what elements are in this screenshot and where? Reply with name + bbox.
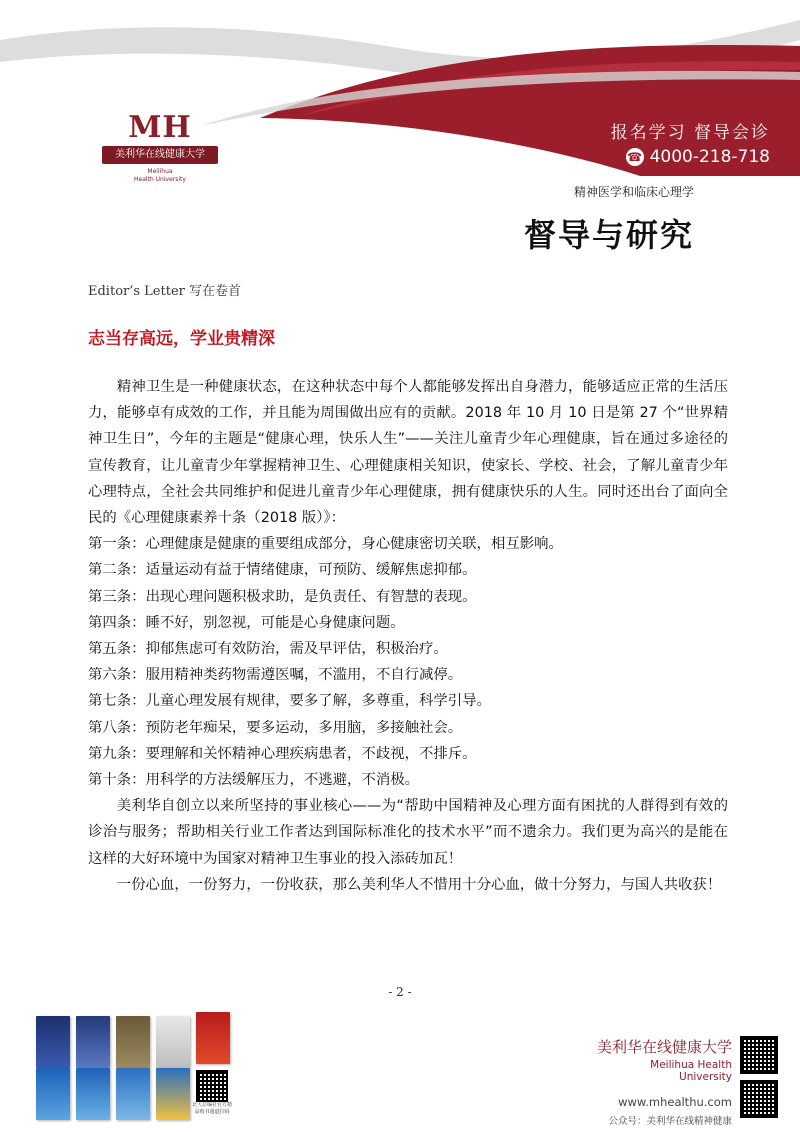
book-cover [116,1068,150,1120]
logo-english: Meilihua [147,168,173,175]
list-item: 第四条：睡不好，别忽视，可能是心身健康问题。 [88,614,405,631]
page-number: - 2 - [388,985,412,999]
list-item: 第五条：抑郁焦虑可有效防治，需及早评估，积极治疗。 [88,641,448,658]
phone-icon: ☎ [627,150,643,164]
article-body [88,374,728,898]
closing-paragraph: 一份心血，一份努力，一份收获，那么美利华人不惜用十分心血，做十分努力，与国人共收获！ [116,876,722,893]
list-item: 第一条：心理健康是健康的重要组成部分，身心健康密切关联，相互影响。 [88,536,563,553]
book-cover [116,1016,150,1068]
phone-number: 4000-218-718 [649,147,770,167]
mission-paragraph: 美利华自创立以来所坚持的事业核心——为“帮助中国精神及心理方面有困扰的人群得到有效的诊治与服务；帮助相关行业工作者达到国际标准化的技术水平”而不遗余力。我们更为高兴的是能在这样的大好环境中为国家对精神卫生事业的投入添砖加瓦！ [88,798,728,867]
section-label: Editor’s Letter 写在卷首 [88,284,241,299]
book-cover [76,1016,110,1068]
promo-phone [540,147,770,167]
list-item: 第六条：服用精神类药物需遵医嘱，不滥用，不自行减停。 [88,667,463,684]
list-item: 第九条：要理解和关怀精神心理疾病患者，不歧视，不排斥。 [88,745,477,762]
qr-caption: 北大总编社官方精品购书通道扫码 [191,1102,232,1115]
qr-code [740,1080,778,1118]
footer-org [596,1036,732,1127]
intro-paragraph: 精神卫生是一种健康状态，在这种状态中每个人都能够发挥出自身潜力，能够适应正常的生活压力，能够卓有成效的工作，并且能为周围做出应有的贡献。2018 年 10 月 10 日是第 27 个“世界精神卫生日”，今年的主题是“健康心理，快乐人生”——关注儿童青少年心理健康，旨在通过多途径的宣传教育，让儿童青少年掌握精神卫生、心理健康相关知识，使家长、学校、社会，了解儿童青少年心理特点，全社会共同维护和促进儿童青少年心理健康，拥有健康快乐的人生。同时还出台了面向全民的《心理健康素养十条（2018 版）》： [88,379,728,527]
qr-code [740,1036,778,1074]
book-cover [156,1016,190,1068]
logo-english-sub: Health University [134,176,186,183]
list-item: 第二条：适量运动有益于情绪健康，可预防、缓解焦虑抑郁。 [88,562,477,579]
book-cover [196,1012,230,1064]
journal-title: 督导与研究 [523,216,694,254]
book-cover [156,1068,190,1120]
org-name: 美利华在线健康大学 [596,1038,732,1056]
book-cover [36,1016,70,1068]
list-item: 第七条：儿童心理发展有规律，要多了解，多尊重，科学引导。 [88,693,491,710]
mh-logo [96,100,224,184]
promo-block [540,118,770,167]
promo-text: 报名学习 督导会诊 [610,123,770,143]
list-item: 第八条：预防老年痴呆，要多运动，多用脑，多接触社会。 [88,719,463,736]
qr-code [196,1070,228,1102]
website-link[interactable]: www.mhealthu.com [618,1095,732,1109]
footer [0,1008,800,1132]
journal-subject: 精神医学和临床心理学 [573,185,694,199]
list-item: 第十条：用科学的方法缓解压力，不逃避，不消极。 [88,772,419,789]
list-item: 第三条：出现心理问题积极求助，是负责任、有智慧的表现。 [88,588,477,605]
logo-ribbon: 美利华在线健康大学 [102,146,218,164]
public-account: 公众号：美利华在线精神健康 [608,1116,732,1127]
logo-mark: MH [128,110,192,145]
org-english-name: Meilihua Health University [650,1059,732,1083]
article-headline: 志当存高远，学业贵精深 [88,329,275,349]
book-cover [36,1068,70,1120]
book-cover [76,1068,110,1120]
